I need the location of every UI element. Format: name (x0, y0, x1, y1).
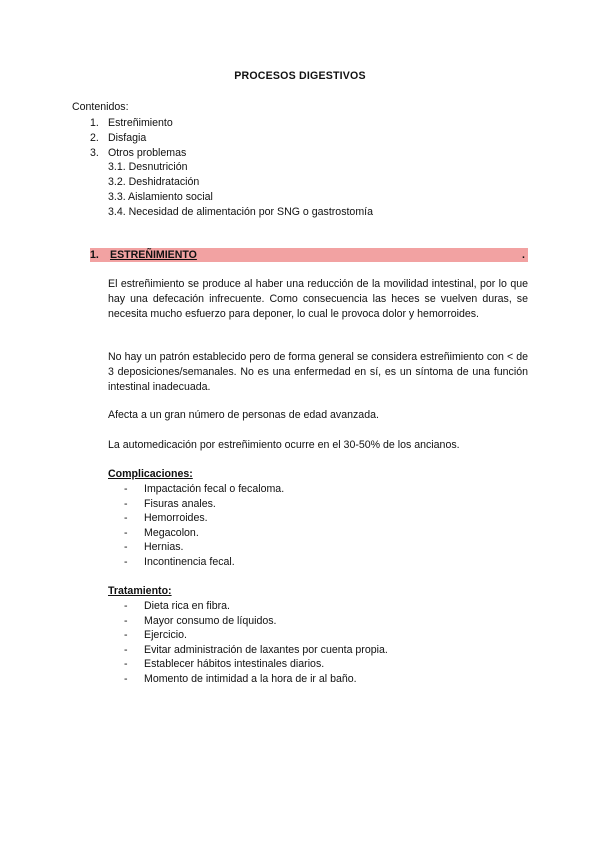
list-item (124, 482, 284, 497)
section-trailing-dot: . (522, 249, 525, 261)
list-item-text: Incontinencia fecal. (144, 555, 235, 568)
toc-item-text: Estreñimiento (108, 117, 173, 129)
paragraph-definition: El estreñimiento se produce al haber una reducción de la movilidad intestinal, por lo que hay una defecación infrecuente. Como consecuencia las heces se vuelven duras, se necesita mucho esfuerzo para deponer, lo cual le provoca dolor y hemorroides. (108, 278, 528, 320)
list-item-text: Establecer hábitos intestinales diarios. (144, 658, 325, 671)
section-title: ESTREÑIMIENTO (110, 249, 197, 261)
toc-subitems (108, 160, 373, 220)
dash-bullet: - (124, 629, 128, 642)
toc-item (90, 146, 186, 161)
list-item (124, 628, 388, 643)
list-item-text: Hemorroides. (144, 512, 208, 525)
list-item (124, 497, 284, 512)
toc-item-text: Disfagia (108, 132, 147, 144)
complications-heading: Complicaciones: (108, 468, 193, 480)
section-number: 1. (90, 249, 99, 261)
toc-subitem: 3.4. Necesidad de alimentación por SNG o gastrostomía (108, 206, 373, 218)
toc-subitem: 3.1. Desnutrición (108, 161, 188, 173)
paragraph-criteria: No hay un patrón establecido pero de forma general se considera estreñimiento con < de 3 deposiciones/semanales. No es una enfermedad en sí, es un síntoma de una función intestinal inadecuada. (108, 351, 528, 393)
section-heading-bar (90, 248, 528, 262)
list-item (124, 511, 284, 526)
table-of-contents (90, 116, 186, 161)
list-item-text: Mayor consumo de líquidos. (144, 614, 277, 627)
list-item-text: Dieta rica en fibra. (144, 600, 230, 612)
list-item (124, 526, 284, 541)
list-item-text: Hernias. (144, 541, 184, 554)
toc-subitem: 3.3. Aislamiento social (108, 191, 213, 203)
dash-bullet: - (124, 672, 128, 685)
list-item (124, 672, 388, 687)
contents-label: Contenidos: (72, 101, 129, 113)
dash-bullet: - (124, 614, 128, 627)
dash-bullet: - (124, 541, 128, 554)
list-item-text: Impactación fecal o fecaloma. (144, 483, 285, 495)
list-item (124, 540, 284, 555)
dash-bullet: - (124, 512, 128, 525)
dash-bullet: - (124, 658, 128, 671)
toc-item-number: 1. (90, 117, 99, 129)
dash-bullet: - (124, 600, 128, 612)
list-item (124, 643, 388, 658)
treatment-heading: Tratamiento: (108, 585, 172, 597)
page-title: PROCESOS DIGESTIVOS (234, 70, 366, 82)
treatment-list (124, 599, 388, 687)
toc-subitem: 3.2. Deshidratación (108, 176, 200, 188)
complications-list (124, 482, 284, 570)
list-item-text: Ejercicio. (144, 629, 187, 642)
dash-bullet: - (124, 483, 128, 495)
dash-bullet: - (124, 643, 128, 656)
toc-item (90, 131, 186, 146)
paragraph-automedication: La automedicación por estreñimiento ocurre en el 30-50% de los ancianos. (108, 439, 460, 451)
list-item (124, 657, 388, 672)
list-item (124, 599, 388, 614)
toc-item (90, 116, 186, 131)
paragraph-population: Afecta a un gran número de personas de edad avanzada. (108, 409, 379, 421)
toc-item-number: 2. (90, 132, 99, 144)
toc-item-text: Otros problemas (108, 147, 187, 159)
dash-bullet: - (124, 497, 128, 510)
list-item (124, 614, 388, 629)
list-item-text: Momento de intimidad a la hora de ir al baño. (144, 672, 357, 685)
toc-item-number: 3. (90, 147, 99, 159)
list-item-text: Evitar administración de laxantes por cuenta propia. (144, 643, 388, 656)
dash-bullet: - (124, 555, 128, 568)
list-item-text: Megacolon. (144, 526, 199, 539)
list-item-text: Fisuras anales. (144, 497, 216, 510)
dash-bullet: - (124, 526, 128, 539)
list-item (124, 555, 284, 570)
